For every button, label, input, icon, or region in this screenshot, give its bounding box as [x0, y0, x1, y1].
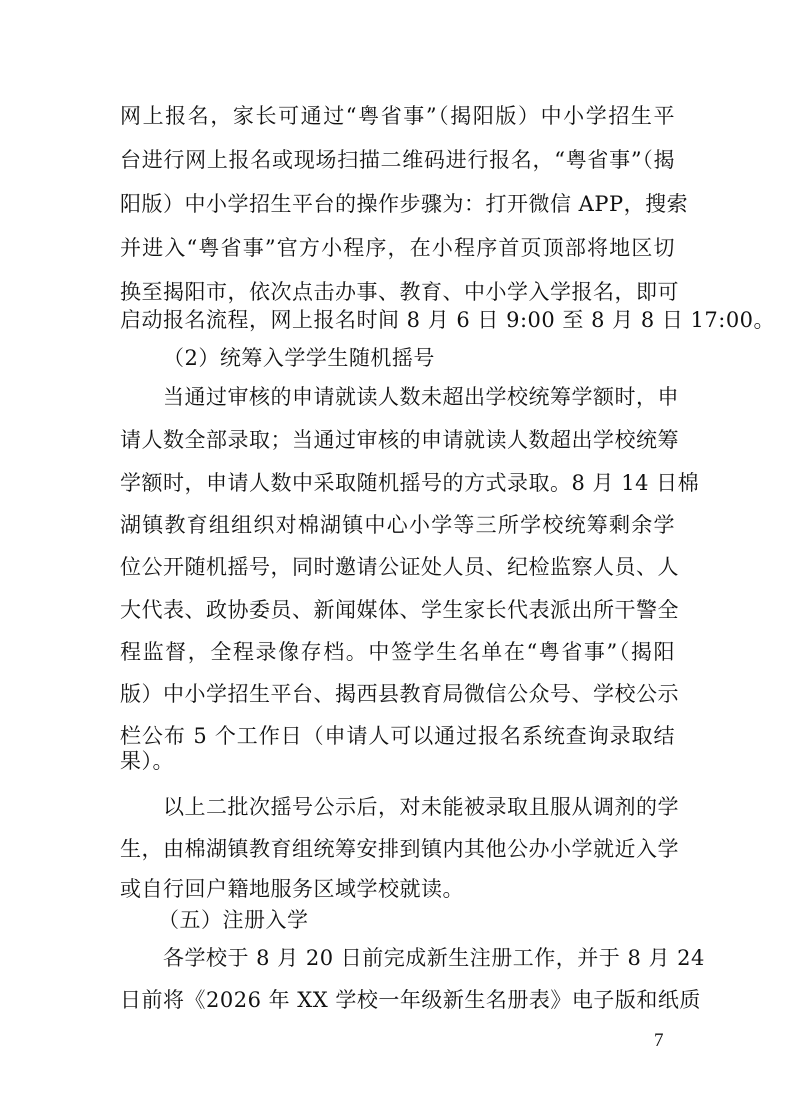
section-heading-5: （五）注册入学 [158, 908, 309, 932]
paragraph-1-line-3: 阳版）中小学招生平台的操作步骤为：打开微信 APP，搜索 [120, 192, 689, 216]
paragraph-1-line-2: 台进行网上报名或现场扫描二维码进行报名，“粤省事”（揭 [120, 148, 675, 172]
paragraph-2-line-8: 版）中小学招生平台、揭西县教育局微信公众号、学校公示 [120, 682, 679, 706]
paragraph-2-line-6: 大代表、政协委员、新闻媒体、学生家长代表派出所干警全 [120, 598, 679, 622]
paragraph-3-line-1: 以上二批次摇号公示后，对未能被录取且服从调剂的学 [163, 795, 679, 819]
paragraph-2-line-9: 栏公布 5 个工作日（申请人可以通过报名系统查询录取结 [120, 724, 675, 748]
paragraph-2-line-3: 学额时，申请人数中采取随机摇号的方式录取。8 月 14 日棉 [120, 471, 700, 495]
paragraph-3-line-3: 或自行回户籍地服务区域学校就读。 [120, 877, 464, 901]
section-heading-2: （2）统筹入学学生随机摇号 [163, 346, 435, 370]
paragraph-2-line-7: 程监督，全程录像存档。中签学生名单在“粤省事”（揭阳 [120, 640, 675, 664]
paragraph-4-line-2: 日前将《2026 年 XX 学校一年级新生名册表》电子版和纸质 [120, 988, 701, 1012]
paragraph-1-line-6: 启动报名流程，网上报名时间 8 月 6 日 9:00 至 8 月 8 日 17:00。 [120, 308, 776, 332]
paragraph-4-line-1: 各学校于 8 月 20 日前完成新生注册工作，并于 8 月 24 [163, 946, 705, 970]
paragraph-2-line-10: 果）。 [120, 749, 174, 773]
paragraph-2-line-5: 位公开随机摇号，同时邀请公证处人员、纪检监察人员、人 [120, 555, 679, 579]
page-number: 7 [654, 1030, 664, 1051]
paragraph-2-line-1: 当通过审核的申请就读人数未超出学校统筹学额时，申 [163, 385, 679, 409]
paragraph-2-line-4: 湖镇教育组组织对棉湖镇中心小学等三所学校统筹剩余学 [120, 513, 675, 537]
paragraph-1-line-1: 网上报名，家长可通过“粤省事”（揭阳版）中小学招生平 [120, 104, 675, 128]
paragraph-1-line-5: 换至揭阳市，依次点击办事、教育、中小学入学报名，即可 [120, 280, 679, 304]
paragraph-2-line-2: 请人数全部录取；当通过审核的申请就读人数超出学校统筹 [120, 428, 679, 452]
paragraph-1-line-4: 并进入“粤省事”官方小程序，在小程序首页顶部将地区切 [120, 236, 675, 260]
paragraph-3-line-2: 生，由棉湖镇教育组统筹安排到镇内其他公办小学就近入学 [120, 837, 679, 861]
